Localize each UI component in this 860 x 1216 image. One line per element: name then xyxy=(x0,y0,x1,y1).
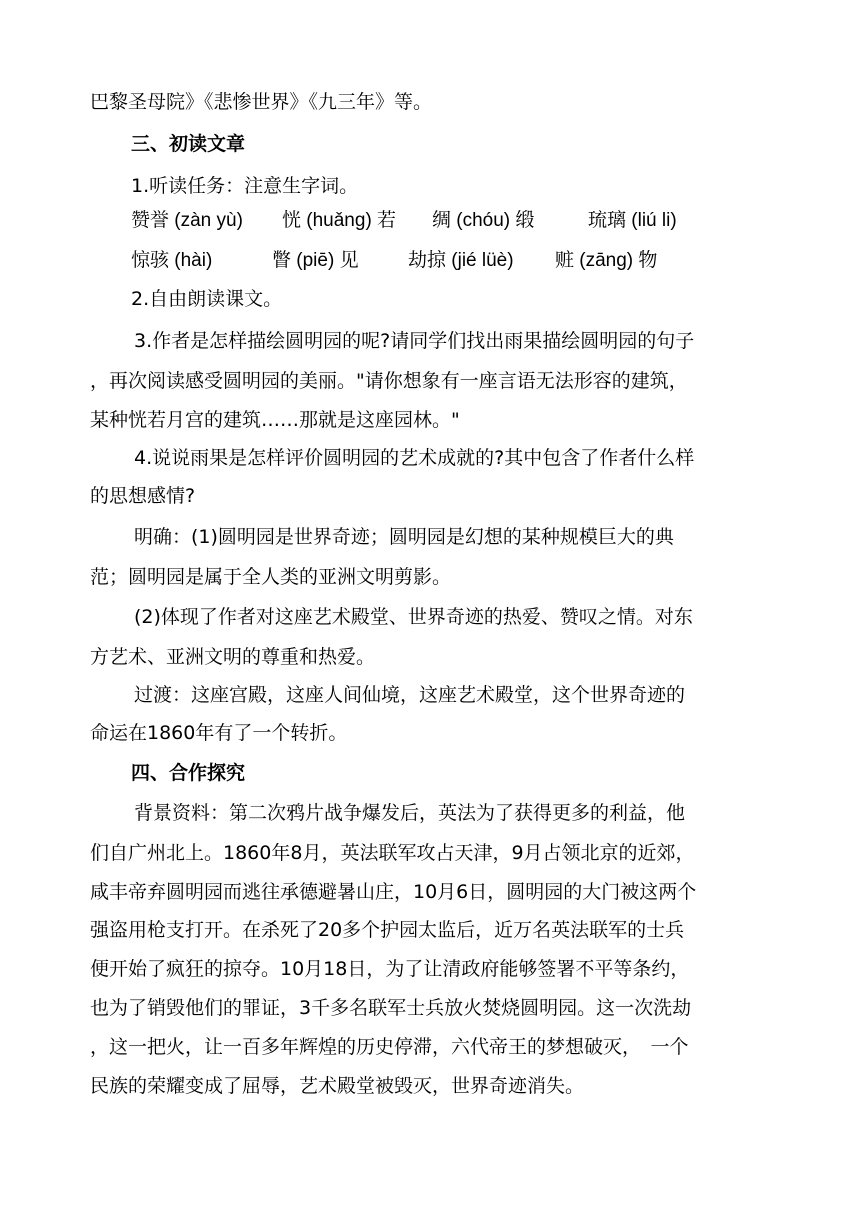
vocab-item: 瞥 (piē) 见 xyxy=(272,250,359,271)
background-line-8: 民族的荣耀变成了屈辱，艺术殿堂被毁灭，世界奇迹消失。 xyxy=(90,1075,585,1097)
vocab-item: 恍 (huǎng) 若 xyxy=(282,210,397,231)
vocab-item: 琉璃 (liú li) xyxy=(588,210,677,231)
task-1: 1.听读任务：注意生字词。 xyxy=(131,175,359,197)
answer-2-line-2: 方艺术、亚洲文明的尊重和热爱。 xyxy=(90,646,376,668)
section-heading-4: 四、合作探究 xyxy=(131,762,246,784)
task-4-line-2: 的思想感情? xyxy=(90,485,196,507)
section-heading-3: 三、初读文章 xyxy=(131,133,246,155)
task-3-line-3: 某种恍若月宫的建筑……那就是这座园林。" xyxy=(90,409,460,431)
background-line-4: 强盗用枪支打开。在杀死了20多个护园太监后，近万名英法联军的士兵 xyxy=(90,919,685,941)
task-4-line-1: 4.说说雨果是怎样评价圆明园的艺术成就的?其中包含了作者什么样 xyxy=(134,447,695,469)
background-line-1: 背景资料：第二次鸦片战争爆发后，英法为了获得更多的利益，他 xyxy=(134,802,686,824)
answer-1-line-2: 范；圆明园是属于全人类的亚洲文明剪影。 xyxy=(90,566,452,588)
background-line-7: ，这一把火，让一百多年辉煌的历史停滞，六代帝王的梦想破灭， 一个 xyxy=(90,1036,689,1058)
vocab-item: 赞誉 (zàn yù) xyxy=(131,210,243,231)
transition-line-2: 命运在1860年有了一个转折。 xyxy=(90,722,348,744)
transition-line-1: 过渡：这座宫殿，这座人间仙境，这座艺术殿堂，这个世界奇迹的 xyxy=(134,684,686,706)
background-line-5: 便开始了疯狂的掠夺。10月18日，为了让清政府能够签署不平等条约， xyxy=(90,958,690,980)
intro-end-line: 巴黎圣母院》《悲惨世界》《九三年》等。 xyxy=(90,91,433,113)
task-3-line-2: ，再次阅读感受圆明园的美丽。"请你想象有一座言语无法形容的建筑， xyxy=(90,370,688,392)
background-line-2: 们自广州北上。1860年8月，英法联军攻占天津，9月占领北京的近郊， xyxy=(90,842,695,864)
background-line-3: 咸丰帝弃圆明园而逃往承德避暑山庄，10月6日，圆明园的大门被这两个 xyxy=(90,881,697,903)
answer-2-line-1: (2)体现了作者对这座艺术殿堂、世界奇迹的热爱、赞叹之情。对东 xyxy=(134,606,693,628)
task-2: 2.自由朗读课文。 xyxy=(131,288,283,310)
vocab-item: 劫掠 (jié lüè) xyxy=(408,250,514,271)
vocab-item: 惊骇 (hài) xyxy=(131,250,213,271)
background-line-6: 也为了销毁他们的罪证，3千多名联军士兵放火焚烧圆明园。这一次洗劫 xyxy=(90,997,692,1019)
answer-1-line-1: 明确：(1)圆明园是世界奇迹；圆明园是幻想的某种规模巨大的典 xyxy=(134,526,674,548)
vocab-item: 绸 (chóu) 缎 xyxy=(432,210,535,231)
task-3-line-1: 3.作者是怎样描绘圆明园的呢?请同学们找出雨果描绘圆明园的句子 xyxy=(134,330,695,352)
vocab-item: 赃 (zāng) 物 xyxy=(555,250,658,271)
